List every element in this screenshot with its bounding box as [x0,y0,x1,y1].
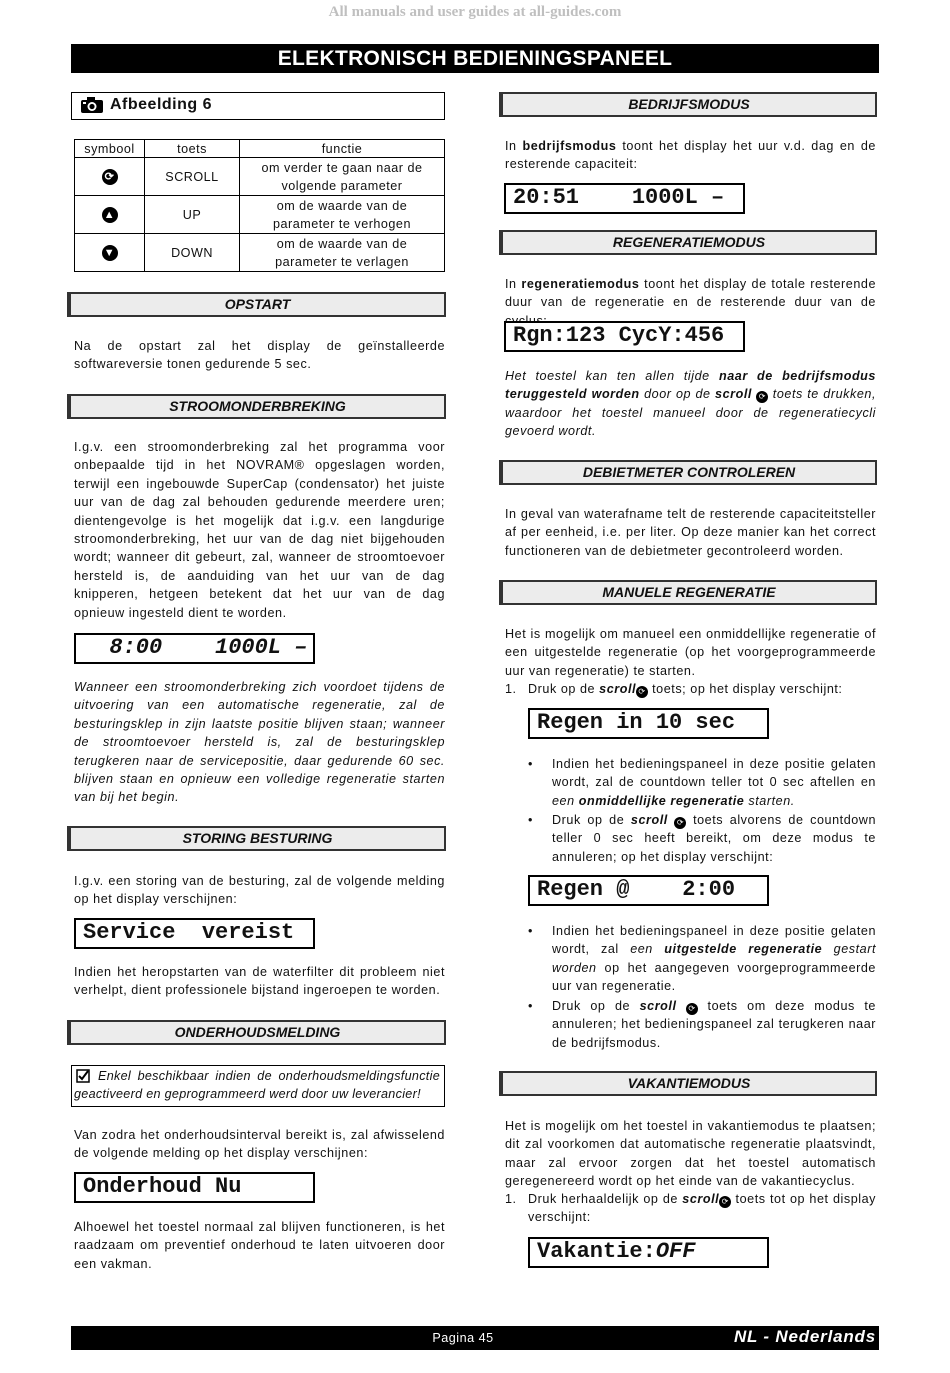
key-name: UP [145,196,240,234]
onderhoud-note-box [71,1065,445,1107]
col-header-symbool: symbool [75,140,145,158]
section-bedrijfsmodus: BEDRIJFSMODUS [499,92,877,117]
key-function: parameter te verhogen [273,216,411,231]
scroll-icon: ⟳ [686,1003,698,1015]
bedrijf-text: In bedrijfsmodus toont het display het uur v.d. dag en de resterende capaciteit: [505,139,876,172]
manueel-bullet-1: • Indien het bedieningspaneel in deze positie gelaten wordt, zal de countdown teller tot 0 sec aftellen en een onmiddellijke regeneratie starten. [528,757,876,808]
regen-text: In regeneratiemodus toont het display de totale resterende duur van de regeneratie en de resterende duur van de [505,277,877,310]
vakantie-text: Het is mogelijk om het toestel in vakantiemodus te plaatsen; dit zal voorkomen dat automatische regeneratie plaatsvindt, maar zal ervoor zorgen dat het toestel automatisch geregenereerd wordt op het einde van de vakantiecyclus. [505,1119,876,1189]
scroll-icon: ⟳ [756,391,768,403]
watermark: All manuals and user guides at all-guides.com [328,4,622,20]
down-icon: ▼ [102,245,118,261]
section-opstart: OPSTART [67,292,446,317]
scroll-icon: ⟳ [636,686,648,698]
display-stroom: 8:00 1000L – [74,633,315,664]
manueel-text: Het is mogelijk om manueel een onmiddellijke regeneratie of een uitgestelde regeneratie (op het voorgeprogrammeerde uur van regeneratie) te starten. [505,627,876,678]
debiet-text: In geval van waterafname telt de resterende capaciteitsteller af per eenheid, i.e. per liter. Op deze manier kan het correct functioneren van de debietmeter gecontroleerd worden. [505,507,876,558]
manueel-bullet-4: • Druk op de scroll ⟳ toets om deze modus te annuleren; het bedieningspaneel zal terugkeren naar de bedrijfsmodus. [528,999,876,1050]
opstart-text: Na de opstart zal het display de geïnstalleerde softwareversie tonen gedurende 5 sec. [74,339,445,372]
manueel-step-1: 1. Druk op de scroll ⟳ toets; op het display verschijnt: [505,682,843,696]
section-debietmeter: DEBIETMETER CONTROLEREN [499,460,877,485]
stroom-text: I.g.v. een stroomonderbreking zal het programma voor onbepaalde tijd in het NOVRAM® opgeslagen worden, terwijl een ingebouwde SuperCap (condensator) het juiste uur van de dag zal behouden gedurende meerdere uren; dientengevolge is het mogelijk dat i.g.v. een langdurige stroomonderbreking, het uur van de dag niet bijgehouden wordt; wanneer dit gebeurt, zal, wanneer de stroomtoevoer hersteld is, de aanduiding van het uur van de dag knipperen, hetgeen betekent dat het uur van de dag opnieuw ingesteld dient te worden. [74,440,445,620]
table-row [75,234,445,272]
page-title: ELEKTRONISCH BEDIENINGSPANEEL [71,44,879,73]
stroom-note: Wanneer een stroomonderbreking zich voordoet tijdens de uitvoering van een automatische regeneratie, zal de besturingsklep in zijn laatste positie blijven staan; wanneer de stroomtoevoer hersteld is, zal de besturingsklep terugkeren naar de servicepositie, daar gedurende 60 sec. blijven staan en opnieuw een volledige regeneratie starten van bij het begin. [74,680,445,805]
key-function: om verder te gaan naar de [261,160,423,175]
figure-label: Afbeelding 6 [110,96,213,113]
language-label: NL - Nederlands [733,1327,876,1346]
regen-note: Het toestel kan ten allen tijde naar de bedrijfsmodus teruggesteld worden door op de scroll ⟳ toets te drukken, waardoor het toestel manueel door de regeneratiecycli gevoerd wordt. [505,369,876,439]
table-row [75,196,445,234]
vakantie-step-1: 1. Druk herhaaldelijk op de scroll ⟳ toets tot op het display verschijnt: [505,1192,876,1225]
display-bedrijf: 20:51 1000L – [504,183,745,214]
display-regen: Rgn:123 CycY:456 [504,321,745,352]
key-name: DOWN [145,234,240,272]
key-function: om de waarde van de [276,198,408,213]
section-stroomonderbreking: STROOMONDERBREKING [67,394,446,419]
onderhoud-note: Enkel beschikbaar indien de onderhoudsmeldingsfunctie geactiveerd en geprogrammeerd werd door uw leverancier! [74,1069,440,1102]
section-regeneratiemodus: REGENERATIEMODUS [499,230,877,255]
key-name: SCROLL [145,158,240,196]
section-storing: STORING BESTURING [67,826,446,851]
onderhoud-text: Van zodra het onderhoudsinterval bereikt is, zal afwisselend de volgende melding op het display verschijnen: [74,1128,445,1161]
scroll-icon: ⟳ [674,817,686,829]
key-function: om de waarde van de [276,236,408,251]
scroll-icon: ⟳ [102,169,118,185]
manueel-bullet-2: • Druk op de scroll ⟳ toets alvorens de countdown teller 0 sec heeft bereikt, om deze modus te annuleren; op het display verschijnt: [528,813,876,864]
display-regen-at: Regen @ 2:00 [528,875,769,906]
storing-text-2: Indien het heropstarten van de waterfilter dit probleem niet verhelpt, dient professionele bijstand ingeroepen te worden. [74,965,445,998]
key-table [74,139,445,272]
onderhoud-text-2: Alhoewel het toestel normaal zal blijven functioneren, is het raadzaam om preventief onderhoud te laten uitvoeren door een vakman. [74,1220,445,1271]
col-header-functie: functie [240,140,445,158]
manueel-bullet-3: • Indien het bedieningspaneel in deze positie gelaten wordt, zal een uitgestelde regeneratie gestart worden op het aangegeven voorgeprogrammeerde uur van regeneratie. [528,924,876,994]
display-onderhoud: Onderhoud Nu [74,1172,315,1203]
display-vakantie: Vakantie:OFF [528,1237,769,1268]
key-function: volgende parameter [281,178,403,193]
section-vakantiemodus: VAKANTIEMODUS [499,1071,877,1096]
page-number: Pagina 45 [432,1331,494,1345]
footer-bar [71,1326,879,1350]
figure-caption [71,92,445,120]
key-function: parameter te verlagen [275,254,409,269]
section-onderhoud: ONDERHOUDSMELDING [67,1020,446,1045]
storing-text: I.g.v. een storing van de besturing, zal de volgende melding op het display verschijnen: [74,874,445,907]
col-header-toets: toets [145,140,240,158]
camera-icon [80,96,104,119]
table-row [75,158,445,196]
display-regen-in: Regen in 10 sec [528,708,769,739]
up-icon: ▲ [102,207,118,223]
display-storing: Service vereist [74,918,315,949]
section-manuele-regeneratie: MANUELE REGENERATIE [499,580,877,605]
scroll-icon: ⟳ [719,1196,731,1208]
